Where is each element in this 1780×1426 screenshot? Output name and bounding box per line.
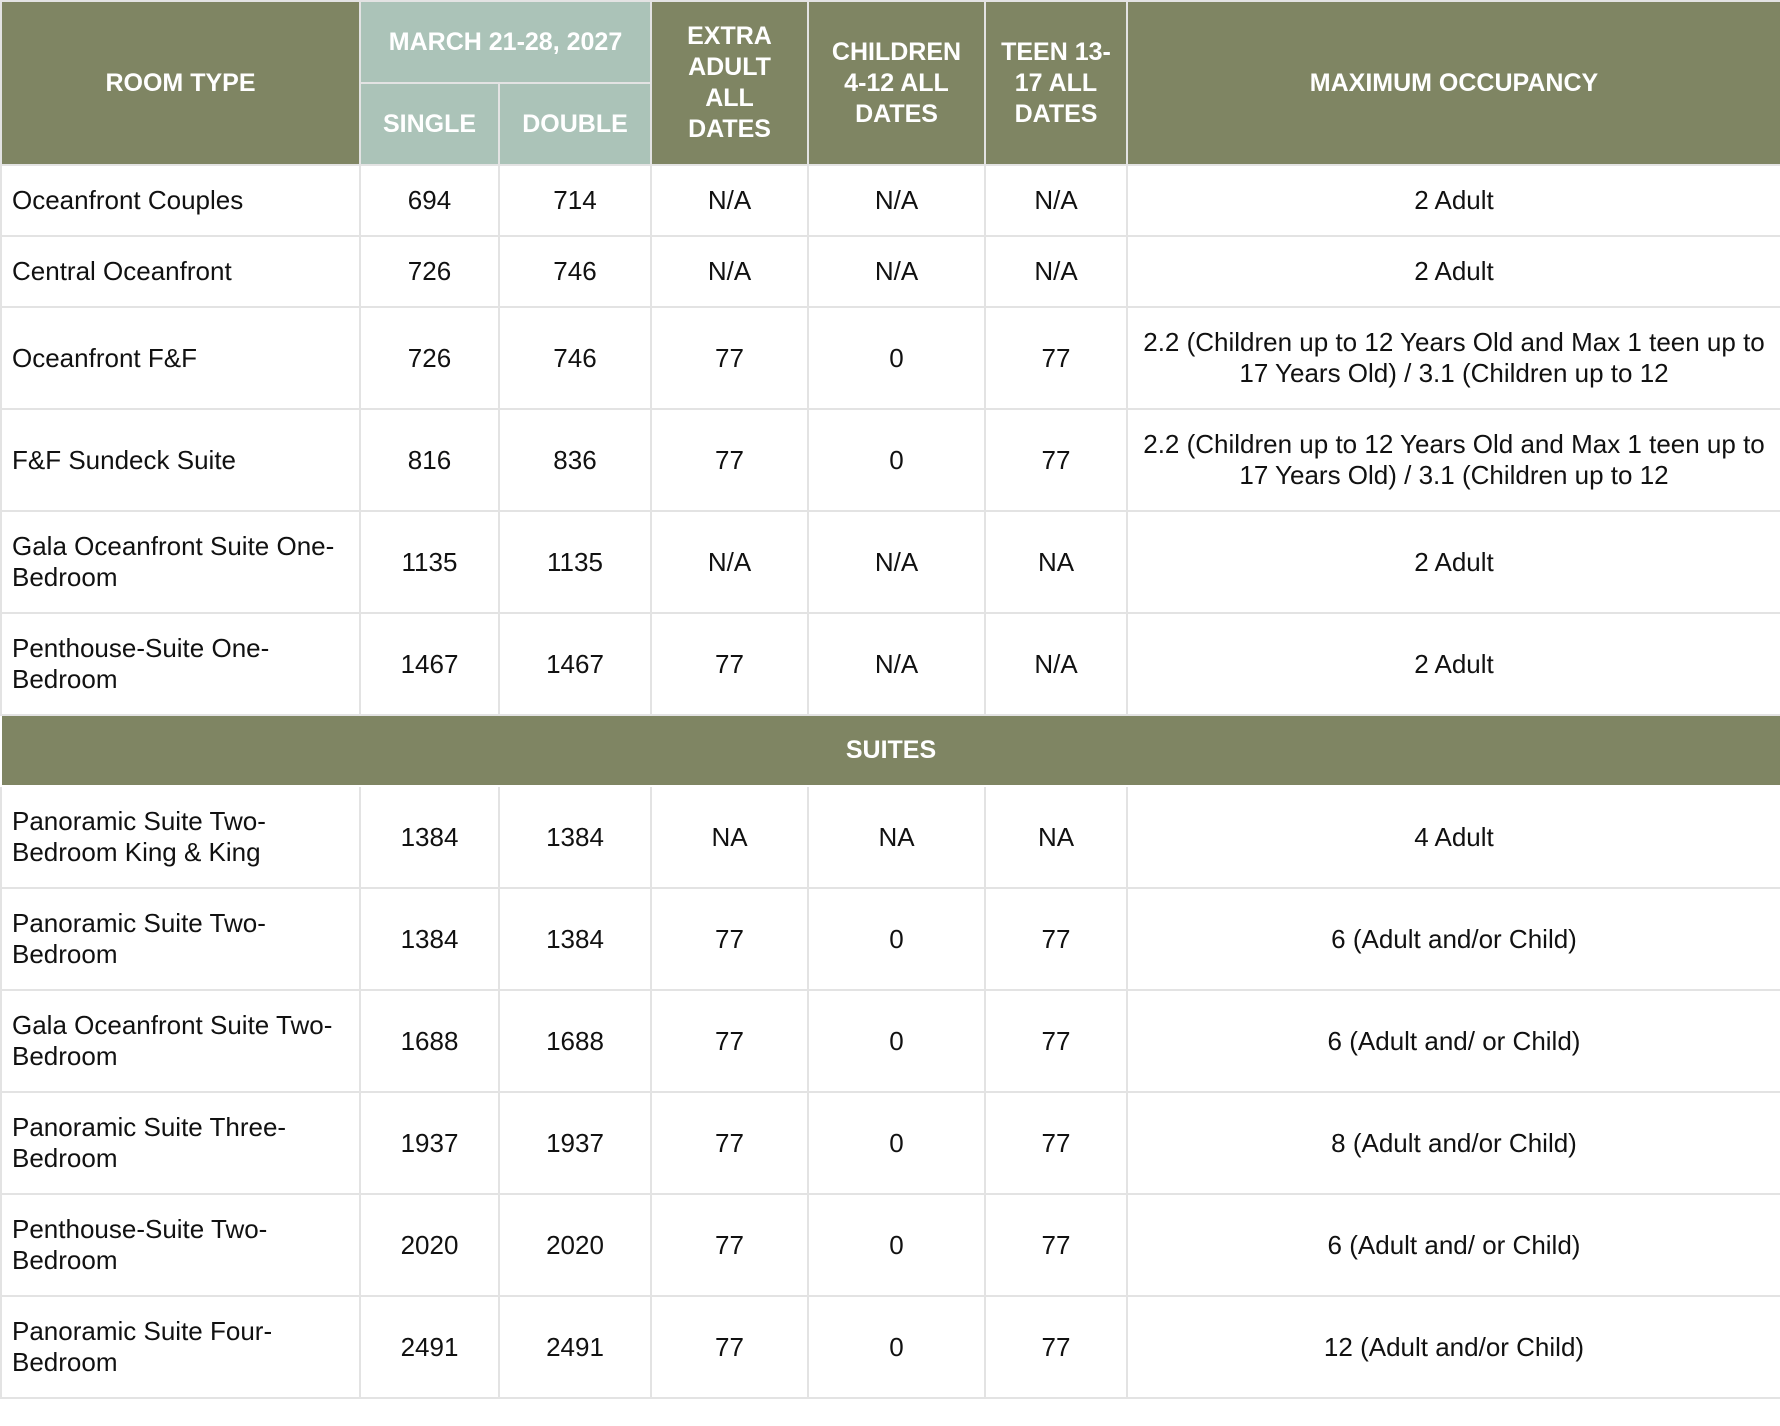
room-name: Panoramic Suite Three-Bedroom — [1, 1092, 360, 1194]
suites-section-label: SUITES — [1, 715, 1780, 786]
max-occupancy: 6 (Adult and/or Child) — [1127, 888, 1780, 990]
single-rate: 1688 — [360, 990, 499, 1092]
double-rate: 836 — [499, 409, 651, 511]
extra-adult-rate: 77 — [651, 990, 808, 1092]
table-row — [1, 236, 1780, 307]
single-rate: 1467 — [360, 613, 499, 715]
teen-rate: 77 — [985, 1092, 1127, 1194]
room-name: Panoramic Suite Four-Bedroom — [1, 1296, 360, 1398]
max-occupancy: 2.2 (Children up to 12 Years Old and Max 1 teen up to 17 Years Old) / 3.1 (Children up to 12 — [1127, 409, 1780, 511]
children-rate: 0 — [808, 1092, 985, 1194]
header-teen: TEEN 13-17 ALL DATES — [985, 1, 1127, 165]
single-rate: 1384 — [360, 786, 499, 888]
teen-rate: NA — [985, 786, 1127, 888]
max-occupancy: 6 (Adult and/ or Child) — [1127, 990, 1780, 1092]
double-rate: 714 — [499, 165, 651, 236]
teen-rate: 77 — [985, 409, 1127, 511]
double-rate: 2491 — [499, 1296, 651, 1398]
single-rate: 694 — [360, 165, 499, 236]
room-name: Central Oceanfront — [1, 236, 360, 307]
max-occupancy: 2 Adult — [1127, 165, 1780, 236]
table-row — [1, 165, 1780, 236]
double-rate: 1467 — [499, 613, 651, 715]
extra-adult-rate: 77 — [651, 307, 808, 409]
table-row — [1, 409, 1780, 511]
children-rate: 0 — [808, 1194, 985, 1296]
header-row-top — [1, 1, 1780, 83]
single-rate: 2020 — [360, 1194, 499, 1296]
single-rate: 1135 — [360, 511, 499, 613]
extra-adult-rate: 77 — [651, 1194, 808, 1296]
table-row — [1, 1092, 1780, 1194]
room-name: F&F Sundeck Suite — [1, 409, 360, 511]
max-occupancy: 2 Adult — [1127, 511, 1780, 613]
children-rate: N/A — [808, 236, 985, 307]
teen-rate: N/A — [985, 613, 1127, 715]
teen-rate: N/A — [985, 165, 1127, 236]
max-occupancy: 4 Adult — [1127, 786, 1780, 888]
double-rate: 1135 — [499, 511, 651, 613]
table-row — [1, 888, 1780, 990]
max-occupancy: 2.2 (Children up to 12 Years Old and Max 1 teen up to 17 Years Old) / 3.1 (Children up to 12 — [1127, 307, 1780, 409]
single-rate: 1384 — [360, 888, 499, 990]
header-max-occupancy: MAXIMUM OCCUPANCY — [1127, 1, 1780, 165]
rooms-body — [1, 165, 1780, 1398]
room-name: Oceanfront F&F — [1, 307, 360, 409]
room-name: Penthouse-Suite Two-Bedroom — [1, 1194, 360, 1296]
extra-adult-rate: N/A — [651, 236, 808, 307]
teen-rate: 77 — [985, 307, 1127, 409]
double-rate: 1688 — [499, 990, 651, 1092]
double-rate: 1384 — [499, 888, 651, 990]
children-rate: N/A — [808, 613, 985, 715]
room-name: Gala Oceanfront Suite One-Bedroom — [1, 511, 360, 613]
room-name: Penthouse-Suite One-Bedroom — [1, 613, 360, 715]
children-rate: N/A — [808, 165, 985, 236]
single-rate: 816 — [360, 409, 499, 511]
room-name: Panoramic Suite Two-Bedroom — [1, 888, 360, 990]
room-name: Oceanfront Couples — [1, 165, 360, 236]
header-single: SINGLE — [360, 83, 499, 165]
children-rate: NA — [808, 786, 985, 888]
single-rate: 726 — [360, 307, 499, 409]
extra-adult-rate: 77 — [651, 1296, 808, 1398]
children-rate: 0 — [808, 307, 985, 409]
room-name: Panoramic Suite Two-Bedroom King & King — [1, 786, 360, 888]
header-children: CHILDREN 4-12 ALL DATES — [808, 1, 985, 165]
children-rate: 0 — [808, 888, 985, 990]
single-rate: 1937 — [360, 1092, 499, 1194]
table-row — [1, 307, 1780, 409]
extra-adult-rate: N/A — [651, 165, 808, 236]
teen-rate: 77 — [985, 990, 1127, 1092]
teen-rate: N/A — [985, 236, 1127, 307]
table-row — [1, 1296, 1780, 1398]
table-row — [1, 613, 1780, 715]
single-rate: 726 — [360, 236, 499, 307]
table-row — [1, 990, 1780, 1092]
suites-section-row — [1, 715, 1780, 786]
max-occupancy: 2 Adult — [1127, 236, 1780, 307]
table-row — [1, 511, 1780, 613]
max-occupancy: 12 (Adult and/or Child) — [1127, 1296, 1780, 1398]
children-rate: 0 — [808, 990, 985, 1092]
header-double: DOUBLE — [499, 83, 651, 165]
table-row — [1, 786, 1780, 888]
double-rate: 746 — [499, 236, 651, 307]
extra-adult-rate: 77 — [651, 1092, 808, 1194]
max-occupancy: 8 (Adult and/or Child) — [1127, 1092, 1780, 1194]
teen-rate: 77 — [985, 1296, 1127, 1398]
header-date-range: MARCH 21-28, 2027 — [360, 1, 651, 83]
room-name: Gala Oceanfront Suite Two-Bedroom — [1, 990, 360, 1092]
single-rate: 2491 — [360, 1296, 499, 1398]
max-occupancy: 2 Adult — [1127, 613, 1780, 715]
double-rate: 746 — [499, 307, 651, 409]
teen-rate: NA — [985, 511, 1127, 613]
double-rate: 2020 — [499, 1194, 651, 1296]
double-rate: 1384 — [499, 786, 651, 888]
double-rate: 1937 — [499, 1092, 651, 1194]
children-rate: 0 — [808, 409, 985, 511]
teen-rate: 77 — [985, 888, 1127, 990]
extra-adult-rate: 77 — [651, 888, 808, 990]
children-rate: 0 — [808, 1296, 985, 1398]
extra-adult-rate: NA — [651, 786, 808, 888]
teen-rate: 77 — [985, 1194, 1127, 1296]
header-room-type: ROOM TYPE — [1, 1, 360, 165]
max-occupancy: 6 (Adult and/ or Child) — [1127, 1194, 1780, 1296]
extra-adult-rate: 77 — [651, 613, 808, 715]
children-rate: N/A — [808, 511, 985, 613]
header-extra-adult: EXTRA ADULT ALL DATES — [651, 1, 808, 165]
extra-adult-rate: N/A — [651, 511, 808, 613]
table-row — [1, 1194, 1780, 1296]
extra-adult-rate: 77 — [651, 409, 808, 511]
